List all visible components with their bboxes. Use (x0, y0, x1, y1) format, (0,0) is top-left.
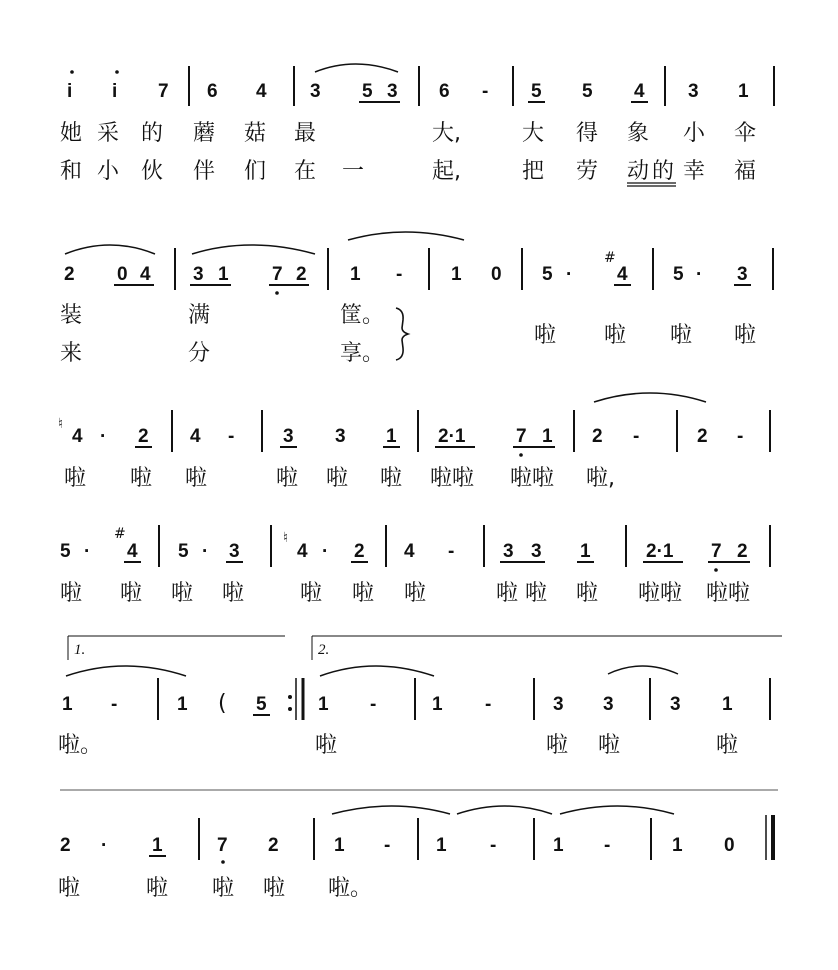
staff-row-1 (60, 64, 774, 186)
lyric: 和 (60, 159, 83, 184)
low-octave-dot (519, 453, 523, 457)
note: 5 (582, 81, 593, 102)
lyric: 啦 (576, 581, 599, 606)
note: 4 (190, 426, 201, 447)
note: · (322, 541, 329, 562)
note: 3 (283, 426, 294, 447)
lyric: 啦 (604, 323, 627, 348)
lyric: 啦 (496, 581, 519, 606)
tie (594, 393, 706, 402)
lyric: 啦 (212, 876, 235, 901)
note: - (228, 426, 235, 447)
note: - (737, 426, 744, 447)
natural-sign: ♮ (283, 530, 289, 546)
lyric: 伞 (734, 121, 757, 146)
note: 1 (386, 426, 397, 447)
lyric: 啦 (598, 733, 621, 758)
note: 5 (542, 264, 553, 285)
note: 2 (354, 541, 365, 562)
note: - (448, 541, 455, 562)
note: - (396, 264, 403, 285)
staff-row-5 (58, 636, 782, 758)
note: 3 (229, 541, 240, 562)
lyric: 采 (97, 121, 120, 146)
note: 3 (531, 541, 542, 562)
lyric: 啦 (315, 733, 338, 758)
note: 1 (62, 694, 73, 715)
lyric: 大, (432, 121, 461, 146)
lyric: 啦 (404, 581, 427, 606)
lyric: 啦 (185, 466, 208, 491)
note: 2 (268, 835, 279, 856)
lyric: 幸 (683, 159, 706, 184)
sharp-sign: # (114, 526, 126, 542)
note: 1 (722, 694, 733, 715)
note: 7 (158, 81, 169, 102)
note: - (384, 835, 391, 856)
note: · (696, 264, 703, 285)
lyric: 啦 (222, 581, 245, 606)
note: 4 (617, 264, 628, 285)
tie (348, 232, 464, 240)
low-octave-dot (275, 291, 279, 295)
note: 4 (297, 541, 308, 562)
note: 6 (439, 81, 450, 102)
lyric: 啦 (716, 733, 739, 758)
note: 7 (711, 541, 722, 562)
lyric: 动 (627, 159, 650, 184)
note: 1 (451, 264, 462, 285)
volta-label-2: 2. (318, 642, 330, 658)
tie (608, 666, 678, 674)
note: 5 (362, 81, 373, 102)
note: 3 (310, 81, 321, 102)
natural-sign: ♮ (58, 416, 64, 432)
lyric: 把 (522, 159, 545, 184)
lyric: 啦 (352, 581, 375, 606)
note: 1 (553, 835, 564, 856)
slur (65, 245, 155, 254)
lyric: 在 (294, 159, 317, 184)
lyric: 得 (576, 121, 599, 146)
note: 3 (193, 264, 204, 285)
lyric: 们 (244, 159, 267, 184)
lyric: 大 (522, 121, 545, 146)
note: 1 (218, 264, 229, 285)
lyric: 啦啦 (706, 581, 751, 606)
note: · (100, 426, 107, 447)
note: i (67, 81, 73, 102)
low-octave-dot (221, 860, 225, 864)
note: 1 (436, 835, 447, 856)
paren: ( (218, 691, 227, 716)
lyric: 的 (652, 159, 675, 184)
note: 3 (387, 81, 398, 102)
lyric: 啦 (670, 323, 693, 348)
note: 2 (296, 264, 307, 285)
note: 2 (138, 426, 149, 447)
note: - (370, 694, 377, 715)
note: 3 (335, 426, 346, 447)
lyric: 啦 (546, 733, 569, 758)
repeat-dot (288, 695, 292, 699)
tie (320, 666, 434, 676)
sharp-sign: # (604, 250, 616, 266)
note: 2 (64, 264, 75, 285)
note: 5 (60, 541, 71, 562)
lyric: 菇 (244, 121, 267, 146)
note: 6 (207, 81, 218, 102)
note: 4 (127, 541, 138, 562)
note: i (112, 81, 118, 102)
lyric: 筐。 (340, 303, 385, 328)
lyric: 啦啦 (430, 466, 475, 491)
note: - (485, 694, 492, 715)
lyric: 啦 (171, 581, 194, 606)
lyric: 啦 (525, 581, 548, 606)
lyric: 啦啦 (510, 466, 555, 491)
note: 4 (72, 426, 83, 447)
lyric: 啦 (263, 876, 286, 901)
high-octave-dot (115, 70, 119, 74)
lyric: 伙 (141, 159, 164, 184)
lyric: 啦 (64, 466, 87, 491)
tie (560, 806, 674, 814)
lyric: 起, (432, 159, 461, 184)
low-octave-dot (714, 568, 718, 572)
note: 4 (256, 81, 267, 102)
note: · (84, 541, 91, 562)
note: 1 (152, 835, 163, 856)
lyric: 福 (734, 159, 757, 184)
lyric: 啦 (326, 466, 349, 491)
lyric: 啦。 (58, 733, 103, 758)
note: 7 (217, 835, 228, 856)
note: 0 (724, 835, 735, 856)
lyric: 她 (60, 121, 83, 146)
tie (457, 806, 552, 814)
high-octave-dot (70, 70, 74, 74)
lyric: 劳 (576, 159, 599, 184)
staff-row-2 (60, 232, 773, 366)
staff-row-6 (58, 806, 773, 901)
note: 4 (404, 541, 415, 562)
note: 3 (603, 694, 614, 715)
lyric: 啦 (380, 466, 403, 491)
note: 0 (117, 264, 128, 285)
lyric: 啦 (534, 323, 557, 348)
lyric: 啦 (300, 581, 323, 606)
lyric: 最 (294, 121, 317, 146)
lyric: 啦 (120, 581, 143, 606)
note: 5 (256, 694, 267, 715)
note: 5 (673, 264, 684, 285)
staff-row-4 (60, 525, 770, 606)
lyric: 啦 (146, 876, 169, 901)
note: 2·1 (646, 541, 674, 562)
lyric: 啦 (58, 876, 81, 901)
lyric: 蘑 (193, 121, 216, 146)
note: 1 (177, 694, 188, 715)
lyric: 分 (188, 341, 211, 366)
note: 1 (334, 835, 345, 856)
note: · (202, 541, 209, 562)
slur (192, 245, 315, 254)
note: - (633, 426, 640, 447)
note: 2 (592, 426, 603, 447)
tie (332, 806, 450, 814)
lyric: 啦, (586, 466, 615, 491)
volta-label-1: 1. (74, 642, 86, 658)
note: 5 (178, 541, 189, 562)
note: · (101, 835, 108, 856)
note: 1 (432, 694, 443, 715)
note: 4 (140, 264, 151, 285)
note: 1 (738, 81, 749, 102)
lyric: 啦 (60, 581, 83, 606)
note: - (111, 694, 118, 715)
lyric: 啦啦 (638, 581, 683, 606)
note: 2 (737, 541, 748, 562)
note: 3 (670, 694, 681, 715)
lyric: 啦 (276, 466, 299, 491)
note: · (566, 264, 573, 285)
note: - (482, 81, 489, 102)
lyric: 啦。 (328, 876, 373, 901)
note: 7 (272, 264, 283, 285)
note: 1 (318, 694, 329, 715)
note: 2 (60, 835, 71, 856)
lyric: 来 (60, 341, 83, 366)
note: 3 (553, 694, 564, 715)
lyric: 小 (683, 121, 706, 146)
note: 3 (737, 264, 748, 285)
note: 1 (542, 426, 553, 447)
note: - (604, 835, 611, 856)
note: 1 (672, 835, 683, 856)
note: 0 (491, 264, 502, 285)
lyric: 象 (627, 121, 650, 146)
lyric: 装 (60, 303, 83, 328)
note: 2·1 (438, 426, 466, 447)
lyric: 啦 (734, 323, 757, 348)
verse-brace (396, 308, 408, 360)
note: 5 (531, 81, 542, 102)
note: 7 (516, 426, 527, 447)
lyric: 伴 (193, 159, 216, 184)
lyric: 小 (97, 159, 120, 184)
lyric: 啦 (130, 466, 153, 491)
lyric: 享。 (340, 341, 385, 366)
staff-row-3 (58, 393, 770, 491)
lyric: 一 (342, 159, 365, 184)
note: 3 (688, 81, 699, 102)
tie (66, 666, 186, 676)
slur (315, 64, 398, 72)
note: - (490, 835, 497, 856)
note: 3 (503, 541, 514, 562)
note: 4 (634, 81, 645, 102)
note: 1 (580, 541, 591, 562)
lyric: 的 (141, 121, 164, 146)
note: 2 (697, 426, 708, 447)
lyric: 满 (188, 303, 211, 328)
note: 1 (350, 264, 361, 285)
repeat-dot (288, 707, 292, 711)
